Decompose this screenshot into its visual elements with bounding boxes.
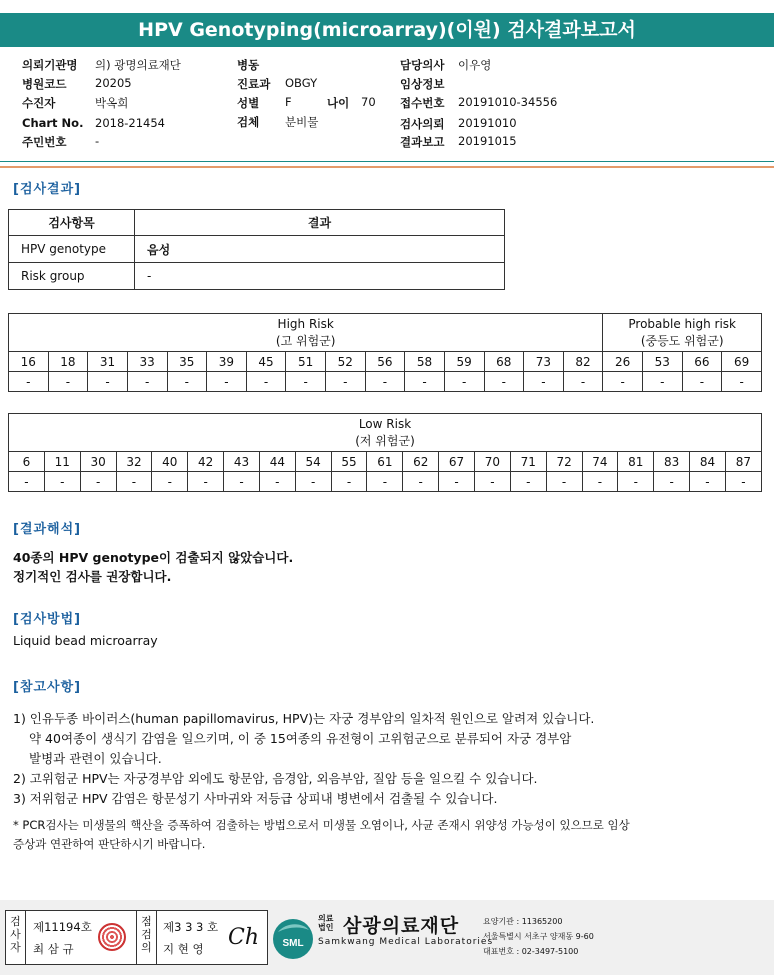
footnote-line: 증상과 연관하여 판단하시기 바랍니다. [13, 837, 206, 851]
result-table [8, 209, 505, 290]
hpv-type-cell: 44 [259, 452, 295, 472]
result-header-item: 검사항목 [9, 210, 135, 236]
hpv-type-cell: 59 [444, 352, 484, 372]
hpv-result-cell: - [654, 472, 690, 492]
tester-label: 검사자 [6, 911, 26, 964]
result-value: - [135, 263, 505, 290]
hpv-result-cell: - [365, 372, 405, 392]
low-risk-group-cell [9, 414, 762, 452]
specimen-value: 분비물 [285, 115, 319, 129]
hpv-type-cell: 35 [167, 352, 207, 372]
department-label: 진료과 [237, 77, 271, 91]
hpv-result-cell: - [722, 372, 762, 392]
low-risk-table [8, 413, 762, 492]
hpv-result-cell: - [188, 472, 224, 492]
interpretation-line: 40종의 HPV genotype이 검출되지 않았습니다. [13, 550, 294, 565]
receipt-no-value: 20191010-34556 [458, 95, 558, 109]
result-value: 음성 [135, 236, 505, 263]
sml-logo-icon [272, 918, 314, 960]
request-date-value: 20191010 [458, 116, 517, 130]
high-risk-group-cell [9, 314, 603, 352]
hpv-type-cell: 43 [224, 452, 260, 472]
hpv-type-cell: 68 [484, 352, 524, 372]
hpv-type-cell: 54 [295, 452, 331, 472]
report-date-value: 20191015 [458, 134, 517, 148]
hpv-result-cell: - [286, 372, 326, 392]
receipt-no-label: 접수번호 [400, 96, 445, 110]
ward-label: 병동 [237, 58, 260, 72]
probable-risk-sublabel: (중등도 위험군) [640, 333, 724, 348]
hpv-result-cell: - [152, 472, 188, 492]
low-risk-label: Low Risk [358, 416, 412, 431]
phone: 대표번호 : 02-3497-5100 [483, 947, 579, 956]
hpv-result-cell: - [484, 372, 524, 392]
tester-name: 최 삼 규 [33, 942, 74, 956]
result-item: HPV genotype [9, 236, 135, 263]
hpv-type-cell: 51 [286, 352, 326, 372]
checker-name: 지 현 영 [163, 942, 204, 956]
result-section-title: [검사결과] [13, 182, 82, 197]
hpv-type-cell: 45 [246, 352, 286, 372]
hpv-result-cell: - [259, 472, 295, 492]
patient-label: 수진자 [22, 96, 56, 110]
hpv-type-cell: 66 [682, 352, 722, 372]
hospital-code-label: 병원코드 [22, 77, 67, 91]
institution-code: 요양기관 : 11365200 [483, 917, 563, 926]
hpv-type-cell: 56 [365, 352, 405, 372]
hpv-type-cell: 72 [546, 452, 582, 472]
footnote [13, 816, 630, 854]
divider-teal [0, 161, 774, 162]
hpv-type-cell: 11 [44, 452, 80, 472]
hpv-type-cell: 16 [9, 352, 49, 372]
hpv-type-cell: 73 [524, 352, 564, 372]
hpv-type-cell: 67 [439, 452, 475, 472]
brand-english: Samkwang Medical Laboratories [318, 937, 494, 947]
hpv-result-cell: - [80, 472, 116, 492]
hpv-result-cell: - [9, 372, 49, 392]
signature-box [5, 910, 268, 965]
patient-value: 박옥희 [95, 96, 129, 110]
hpv-type-cell: 31 [88, 352, 128, 372]
hpv-type-cell: 30 [80, 452, 116, 472]
hpv-type-cell: 83 [654, 452, 690, 472]
hpv-result-cell: - [88, 372, 128, 392]
note-line: 1) 인유두종 바이러스(human papillomavirus, HPV)는 자궁 경부암의 일차적 원인으로 알려져 있습니다. [13, 711, 595, 726]
hpv-type-cell: 53 [643, 352, 683, 372]
checker-license: 제3 3 3 호 [163, 920, 219, 934]
sex-label: 성별 [237, 96, 260, 110]
hpv-type-cell: 61 [367, 452, 403, 472]
hpv-type-cell: 70 [474, 452, 510, 472]
notes-list [13, 709, 594, 809]
hpv-type-cell: 6 [9, 452, 45, 472]
hpv-result-cell: - [725, 472, 761, 492]
hpv-result-cell: - [510, 472, 546, 492]
hpv-result-cell: - [546, 472, 582, 492]
note-line: 발병과 관련이 있습니다. [29, 751, 162, 766]
hpv-result-cell: - [116, 472, 152, 492]
tester-license: 제11194호 [33, 920, 92, 934]
hpv-result-cell: - [224, 472, 260, 492]
hpv-result-cell: - [127, 372, 167, 392]
hpv-result-cell: - [331, 472, 367, 492]
hospital-code-value: 20205 [95, 76, 132, 90]
brand-prefix-line1: 의료 [318, 914, 334, 923]
doctor-label: 담당의사 [400, 58, 445, 72]
hpv-result-cell: - [367, 472, 403, 492]
result-item: Risk group [9, 263, 135, 290]
resident-no-label: 주민번호 [22, 135, 67, 149]
hpv-type-cell: 81 [618, 452, 654, 472]
sex-value: F [285, 95, 292, 109]
hpv-result-cell: - [643, 372, 683, 392]
hpv-type-cell: 33 [127, 352, 167, 372]
hpv-result-cell: - [295, 472, 331, 492]
brand-prefix-line2: 법인 [318, 923, 334, 932]
checker-label: 점검의 [137, 911, 157, 964]
specimen-label: 검체 [237, 115, 260, 129]
method-text: Liquid bead microarray [13, 633, 158, 648]
hpv-type-cell: 62 [403, 452, 439, 472]
hpv-result-cell: - [9, 472, 45, 492]
hpv-type-cell: 69 [722, 352, 762, 372]
hpv-result-cell: - [682, 372, 722, 392]
request-date-label: 검사의뢰 [400, 117, 445, 131]
brand-prefix [318, 914, 342, 932]
institution-value: 의) 광명의료재단 [95, 58, 181, 72]
hpv-result-cell: - [444, 372, 484, 392]
note-line: 약 40여종이 생식기 감염을 일으키며, 이 중 15여종의 유전형이 고위험군으로 분류되어 자궁 경부암 [29, 731, 572, 746]
patient-info-block [0, 55, 774, 155]
probable-risk-label: Probable high risk [628, 316, 736, 331]
high-risk-group-row [9, 314, 762, 352]
low-risk-type-row [9, 452, 762, 472]
report-title: HPV Genotyping(microarray)(이원) 검사결과보고서 [0, 13, 774, 47]
sml-logo-text: SML [282, 938, 304, 949]
hpv-type-cell: 32 [116, 452, 152, 472]
hpv-result-cell: - [207, 372, 247, 392]
result-row-risk-group [9, 263, 505, 290]
hpv-result-cell: - [603, 372, 643, 392]
chart-no-label: Chart No. [22, 116, 84, 130]
note-line: 3) 저위험군 HPV 감염은 항문성기 사마귀와 저등급 상피내 병변에서 검출될 수 있습니다. [13, 791, 498, 806]
high-risk-sublabel: (고 위험군) [275, 333, 336, 348]
note-line: 2) 고위험군 HPV는 자궁경부암 외에도 항문암, 음경암, 외음부암, 질암 등을 일으킬 수 있습니다. [13, 771, 538, 786]
hpv-result-cell: - [167, 372, 207, 392]
hpv-result-cell: - [474, 472, 510, 492]
notes-section-title: [참고사항] [13, 680, 82, 695]
hpv-type-cell: 74 [582, 452, 618, 472]
interpretation-text [13, 548, 293, 586]
divider-orange [0, 166, 774, 168]
high-risk-result-row [9, 372, 762, 392]
contact-block [483, 914, 594, 959]
hpv-result-cell: - [403, 472, 439, 492]
footnote-line: * PCR검사는 미생물의 핵산을 증폭하여 검출하는 방법으로서 미생물 오염이나, 사균 존재시 위양성 가능성이 있으므로 임상 [13, 818, 630, 832]
high-risk-table [8, 313, 762, 392]
interpretation-line: 정기적인 검사를 권장합니다. [13, 569, 172, 584]
hpv-result-cell: - [326, 372, 366, 392]
footer [0, 900, 774, 975]
interpretation-section-title: [결과해석] [13, 522, 82, 537]
hpv-type-cell: 71 [510, 452, 546, 472]
high-risk-type-row [9, 352, 762, 372]
hpv-type-cell: 26 [603, 352, 643, 372]
hpv-type-cell: 52 [326, 352, 366, 372]
tester-seal-stamp [98, 923, 126, 951]
result-row-genotype [9, 236, 505, 263]
hpv-type-cell: 55 [331, 452, 367, 472]
hpv-type-cell: 42 [188, 452, 224, 472]
checker-signature: Ch [228, 925, 260, 950]
hpv-result-cell: - [44, 472, 80, 492]
result-header-result: 결과 [135, 210, 505, 236]
chart-no-value: 2018-21454 [95, 116, 165, 130]
probable-risk-group-cell [603, 314, 762, 352]
institution-label: 의뢰기관명 [22, 58, 78, 72]
resident-no-value: - [95, 134, 100, 148]
hpv-result-cell: - [524, 372, 564, 392]
hpv-result-cell: - [582, 472, 618, 492]
hpv-type-cell: 87 [725, 452, 761, 472]
age-value: 70 [361, 95, 376, 109]
hpv-type-cell: 82 [563, 352, 603, 372]
age-label: 나이 [327, 96, 350, 110]
department-value: OBGY [285, 76, 318, 90]
hpv-type-cell: 40 [152, 452, 188, 472]
report-date-label: 결과보고 [400, 135, 445, 149]
hpv-result-cell: - [439, 472, 475, 492]
hpv-type-cell: 58 [405, 352, 445, 372]
hpv-result-cell: - [48, 372, 88, 392]
hpv-result-cell: - [690, 472, 726, 492]
low-risk-result-row [9, 472, 762, 492]
hpv-result-cell: - [246, 372, 286, 392]
address: 서울특별시 서초구 양재동 9-60 [483, 932, 594, 941]
hpv-type-cell: 39 [207, 352, 247, 372]
result-table-header [9, 210, 505, 236]
high-risk-label: High Risk [277, 316, 334, 331]
hpv-result-cell: - [618, 472, 654, 492]
hpv-result-cell: - [563, 372, 603, 392]
clinical-info-label: 임상정보 [400, 77, 445, 91]
hpv-type-cell: 84 [690, 452, 726, 472]
method-section-title: [검사방법] [13, 612, 82, 627]
low-risk-group-row [9, 414, 762, 452]
low-risk-sublabel: (저 위험군) [355, 433, 415, 448]
brand-name: 삼광의료재단 [343, 915, 460, 937]
hpv-result-cell: - [405, 372, 445, 392]
hpv-type-cell: 18 [48, 352, 88, 372]
doctor-value: 이우영 [458, 58, 492, 72]
